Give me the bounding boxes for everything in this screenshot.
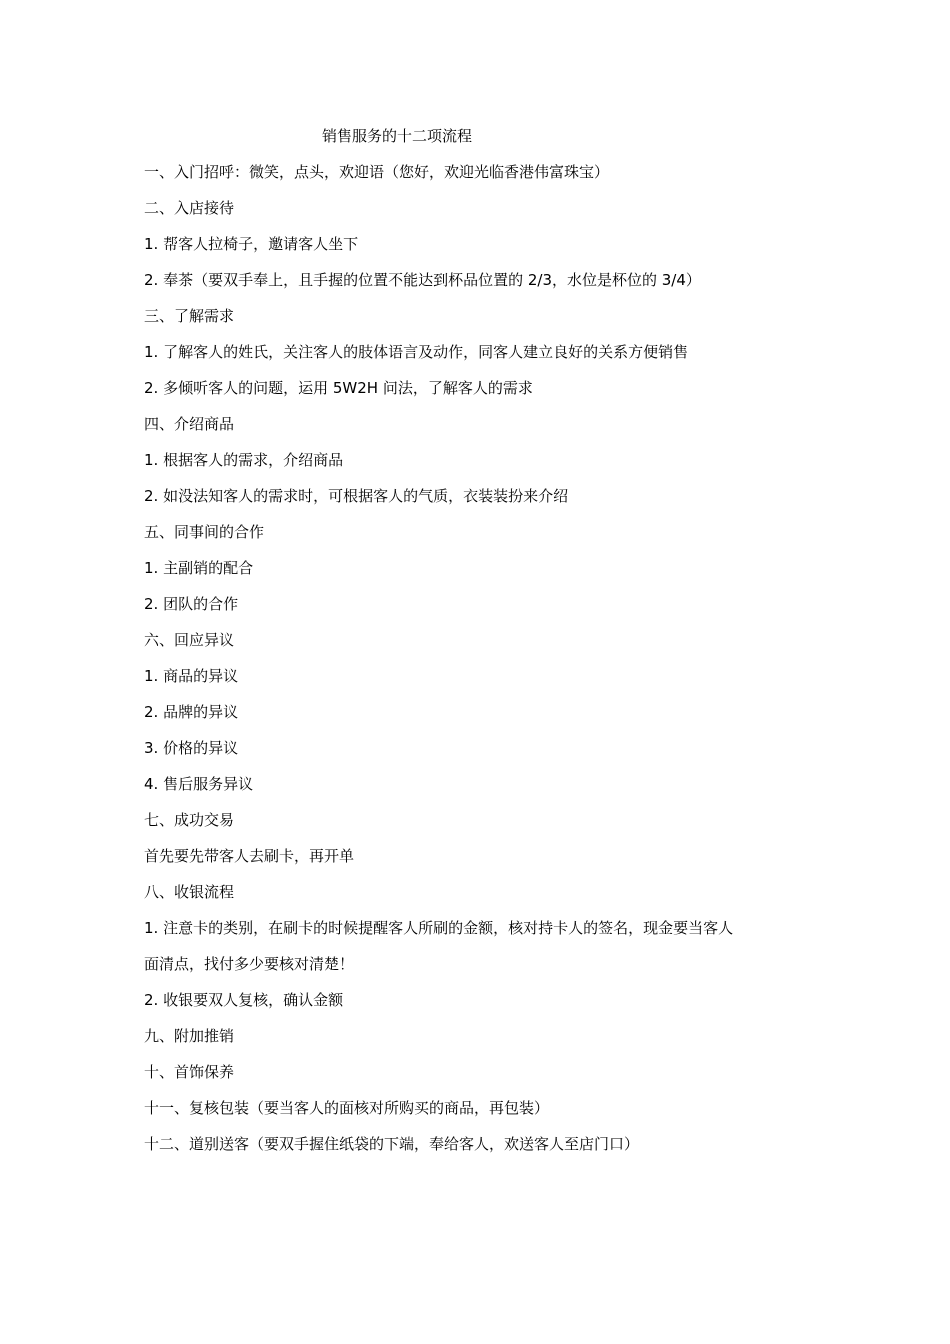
text-line: 七、成功交易 [144,811,235,829]
text-line: 二、入店接待 [144,199,235,217]
text-line: 2. 收银要双人复核，确认金额 [144,991,344,1009]
text-line: 2. 品牌的异议 [144,703,239,721]
text-line: 四、介绍商品 [144,415,235,433]
text-line: 十二、道别送客（要双手握住纸袋的下端，奉给客人，欢送客人至店门口） [144,1135,640,1153]
text-line: 2. 多倾听客人的问题，运用 5W2H 问法，了解客人的需求 [144,379,533,397]
text-line: 2. 团队的合作 [144,595,239,613]
text-line: 1. 帮客人拉椅子，邀请客人坐下 [144,235,359,253]
text-line: 1. 根据客人的需求，介绍商品 [144,451,344,469]
text-line: 1. 主副销的配合 [144,559,254,577]
text-line: 面清点，找付多少要核对清楚！ [144,955,355,973]
text-line: 六、回应异议 [144,631,235,649]
text-line: 1. 了解客人的姓氏，关注客人的肢体语言及动作，同客人建立良好的关系方便销售 [144,343,689,361]
text-line: 八、收银流程 [144,883,235,901]
text-line: 首先要先带客人去刷卡，再开单 [144,847,355,865]
text-line: 4. 售后服务异议 [144,775,254,793]
text-line: 十一、复核包装（要当客人的面核对所购买的商品，再包装） [144,1099,550,1117]
text-line: 1. 注意卡的类别，在刷卡的时候提醒客人所刷的金额，核对持卡人的签名，现金要当客人 [144,919,734,937]
text-line: 2. 如没法知客人的需求时，可根据客人的气质，衣装装扮来介绍 [144,487,569,505]
text-line: 2. 奉茶（要双手奉上，且手握的位置不能达到杯品位置的 2/3，水位是杯位的 3/4） [144,271,701,289]
text-line: 三、了解需求 [144,307,235,325]
text-line: 3. 价格的异议 [144,739,239,757]
text-line: 十、首饰保养 [144,1063,235,1081]
text-line: 五、同事间的合作 [144,523,265,541]
text-line: 一、入门招呼：微笑，点头，欢迎语（您好，欢迎光临香港伟富珠宝） [144,163,610,181]
document-title: 销售服务的十二项流程 [322,127,473,145]
text-line: 1. 商品的异议 [144,667,239,685]
document-body [144,160,844,1168]
text-line: 九、附加推销 [144,1027,235,1045]
